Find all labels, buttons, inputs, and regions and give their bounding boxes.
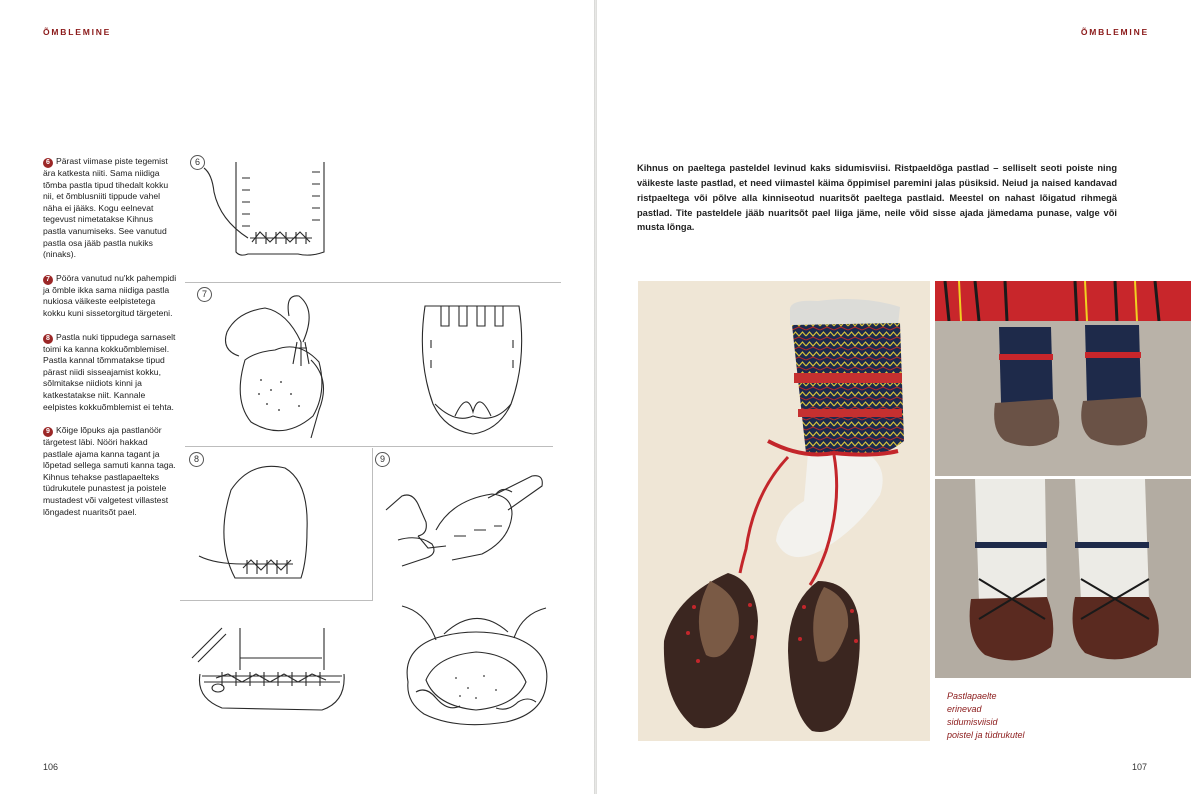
step-number-badge: 8 <box>43 334 53 344</box>
illustration-step-6 <box>200 160 350 265</box>
right-page <box>597 0 1191 794</box>
page-number: 107 <box>1131 762 1147 772</box>
instruction-steps <box>43 156 178 530</box>
photo-girl-pastels <box>935 281 1191 476</box>
step-text: Kõige lõpuks aja pastlanöör tärgetest läbi. Nööri hakkad pastlale ajama kanna tagant ja lõpetad sellega samuti kanna taga. Kihnus tehakse pastlapaelteks tüdrukutele punastest ja poistele mustadest või valgetest villastest lõngadest nuaritsõt pael. <box>43 425 176 517</box>
caption-line: sidumisviisid <box>947 717 998 727</box>
caption-line: erinevad <box>947 704 982 714</box>
photo-boy-pastels-art <box>935 479 1191 678</box>
photo-caption <box>947 690 1025 742</box>
step-text: Pärast viimase piste tegemist ära katkesta niiti. Sama niidiga tõmba pastla tipud tihedalt kokku nii, et õmblusniiti tippude vahel näha ei jääks. Kogu eelnevat tegevust nimetatakse Kihnus pastla vanumiseks. See vanutud pastla osa jääb pastla nukiks (ninaks). <box>43 156 169 260</box>
step-9 <box>43 425 178 518</box>
running-header: ÕMBLEMINE <box>43 27 112 37</box>
step-number-badge: 6 <box>43 158 53 168</box>
photo-socks-and-pastels-art <box>638 281 930 741</box>
illustration-step-7-sewn <box>415 300 530 440</box>
photo-boy-pastels <box>935 479 1191 678</box>
figure-number-7: 7 <box>197 287 212 302</box>
figure-number-9: 9 <box>375 452 390 467</box>
body-paragraph: Kihnus on paeltega pasteldel levinud kaks sidumisviisi. Ristpaeldõga pastlad – selliselt seoti poiste ning väikeste laste pastlad, et need viimastel käima õppimisel paremini jalas püsiksid. Neiud ja naised kandavad ristpaeltega või põlve alla kinniseotud nuaritsõt paeltega pastlaid. Meestel on nahast lõigatud rihmegä pastlad. Tite pasteldele jääb nuaritsõt pael liiga jäme, neile võid sisse ajada jämedama punase, valge või musta lõnga. <box>637 163 1117 233</box>
illustration-step-9 <box>382 470 550 588</box>
illustration-threading-side <box>182 618 362 728</box>
figure-divider <box>185 282 561 283</box>
step-8 <box>43 332 178 414</box>
illustration-step-7-turned <box>215 290 335 440</box>
caption-line: Pastlapaelte <box>947 691 997 701</box>
page-number: 106 <box>43 762 59 772</box>
step-text: Pööra vanutud nu'kk pahempidi ja õmble ikka sama niidiga pastla nukiosa väikeste eelpistetega kokku kuni sissetorgitud tärgeteni. <box>43 272 177 318</box>
photo-girl-pastels-art <box>935 281 1191 476</box>
step-7 <box>43 273 178 320</box>
step-number-badge: 7 <box>43 275 53 285</box>
illustration-finished-pastel <box>396 602 556 732</box>
caption-line: poistel ja tüdrukutel <box>947 730 1025 740</box>
left-page <box>0 0 594 794</box>
figure-divider <box>372 448 373 601</box>
step-6 <box>43 156 178 261</box>
figure-number-8: 8 <box>189 452 204 467</box>
photo-socks-and-pastels <box>638 281 930 741</box>
figure-number-6: 6 <box>190 155 205 170</box>
step-number-badge: 9 <box>43 427 53 437</box>
illustration-step-8 <box>195 460 315 585</box>
running-header: ÕMBLEMINE <box>1080 27 1149 37</box>
step-text: Pastla nuki tippudega sarnaselt toimi ka kanna kokkuõmblemisel. Pastla kannal tõmmatakse tipud pärast niidi sisseajamist kokku, sõlmitakse niidiots kinni ja katkestatakse niit. Kannale eelpistes kokkuõmblemist ei tehta. <box>43 331 176 412</box>
figure-divider <box>180 600 373 601</box>
figure-divider <box>185 446 553 447</box>
